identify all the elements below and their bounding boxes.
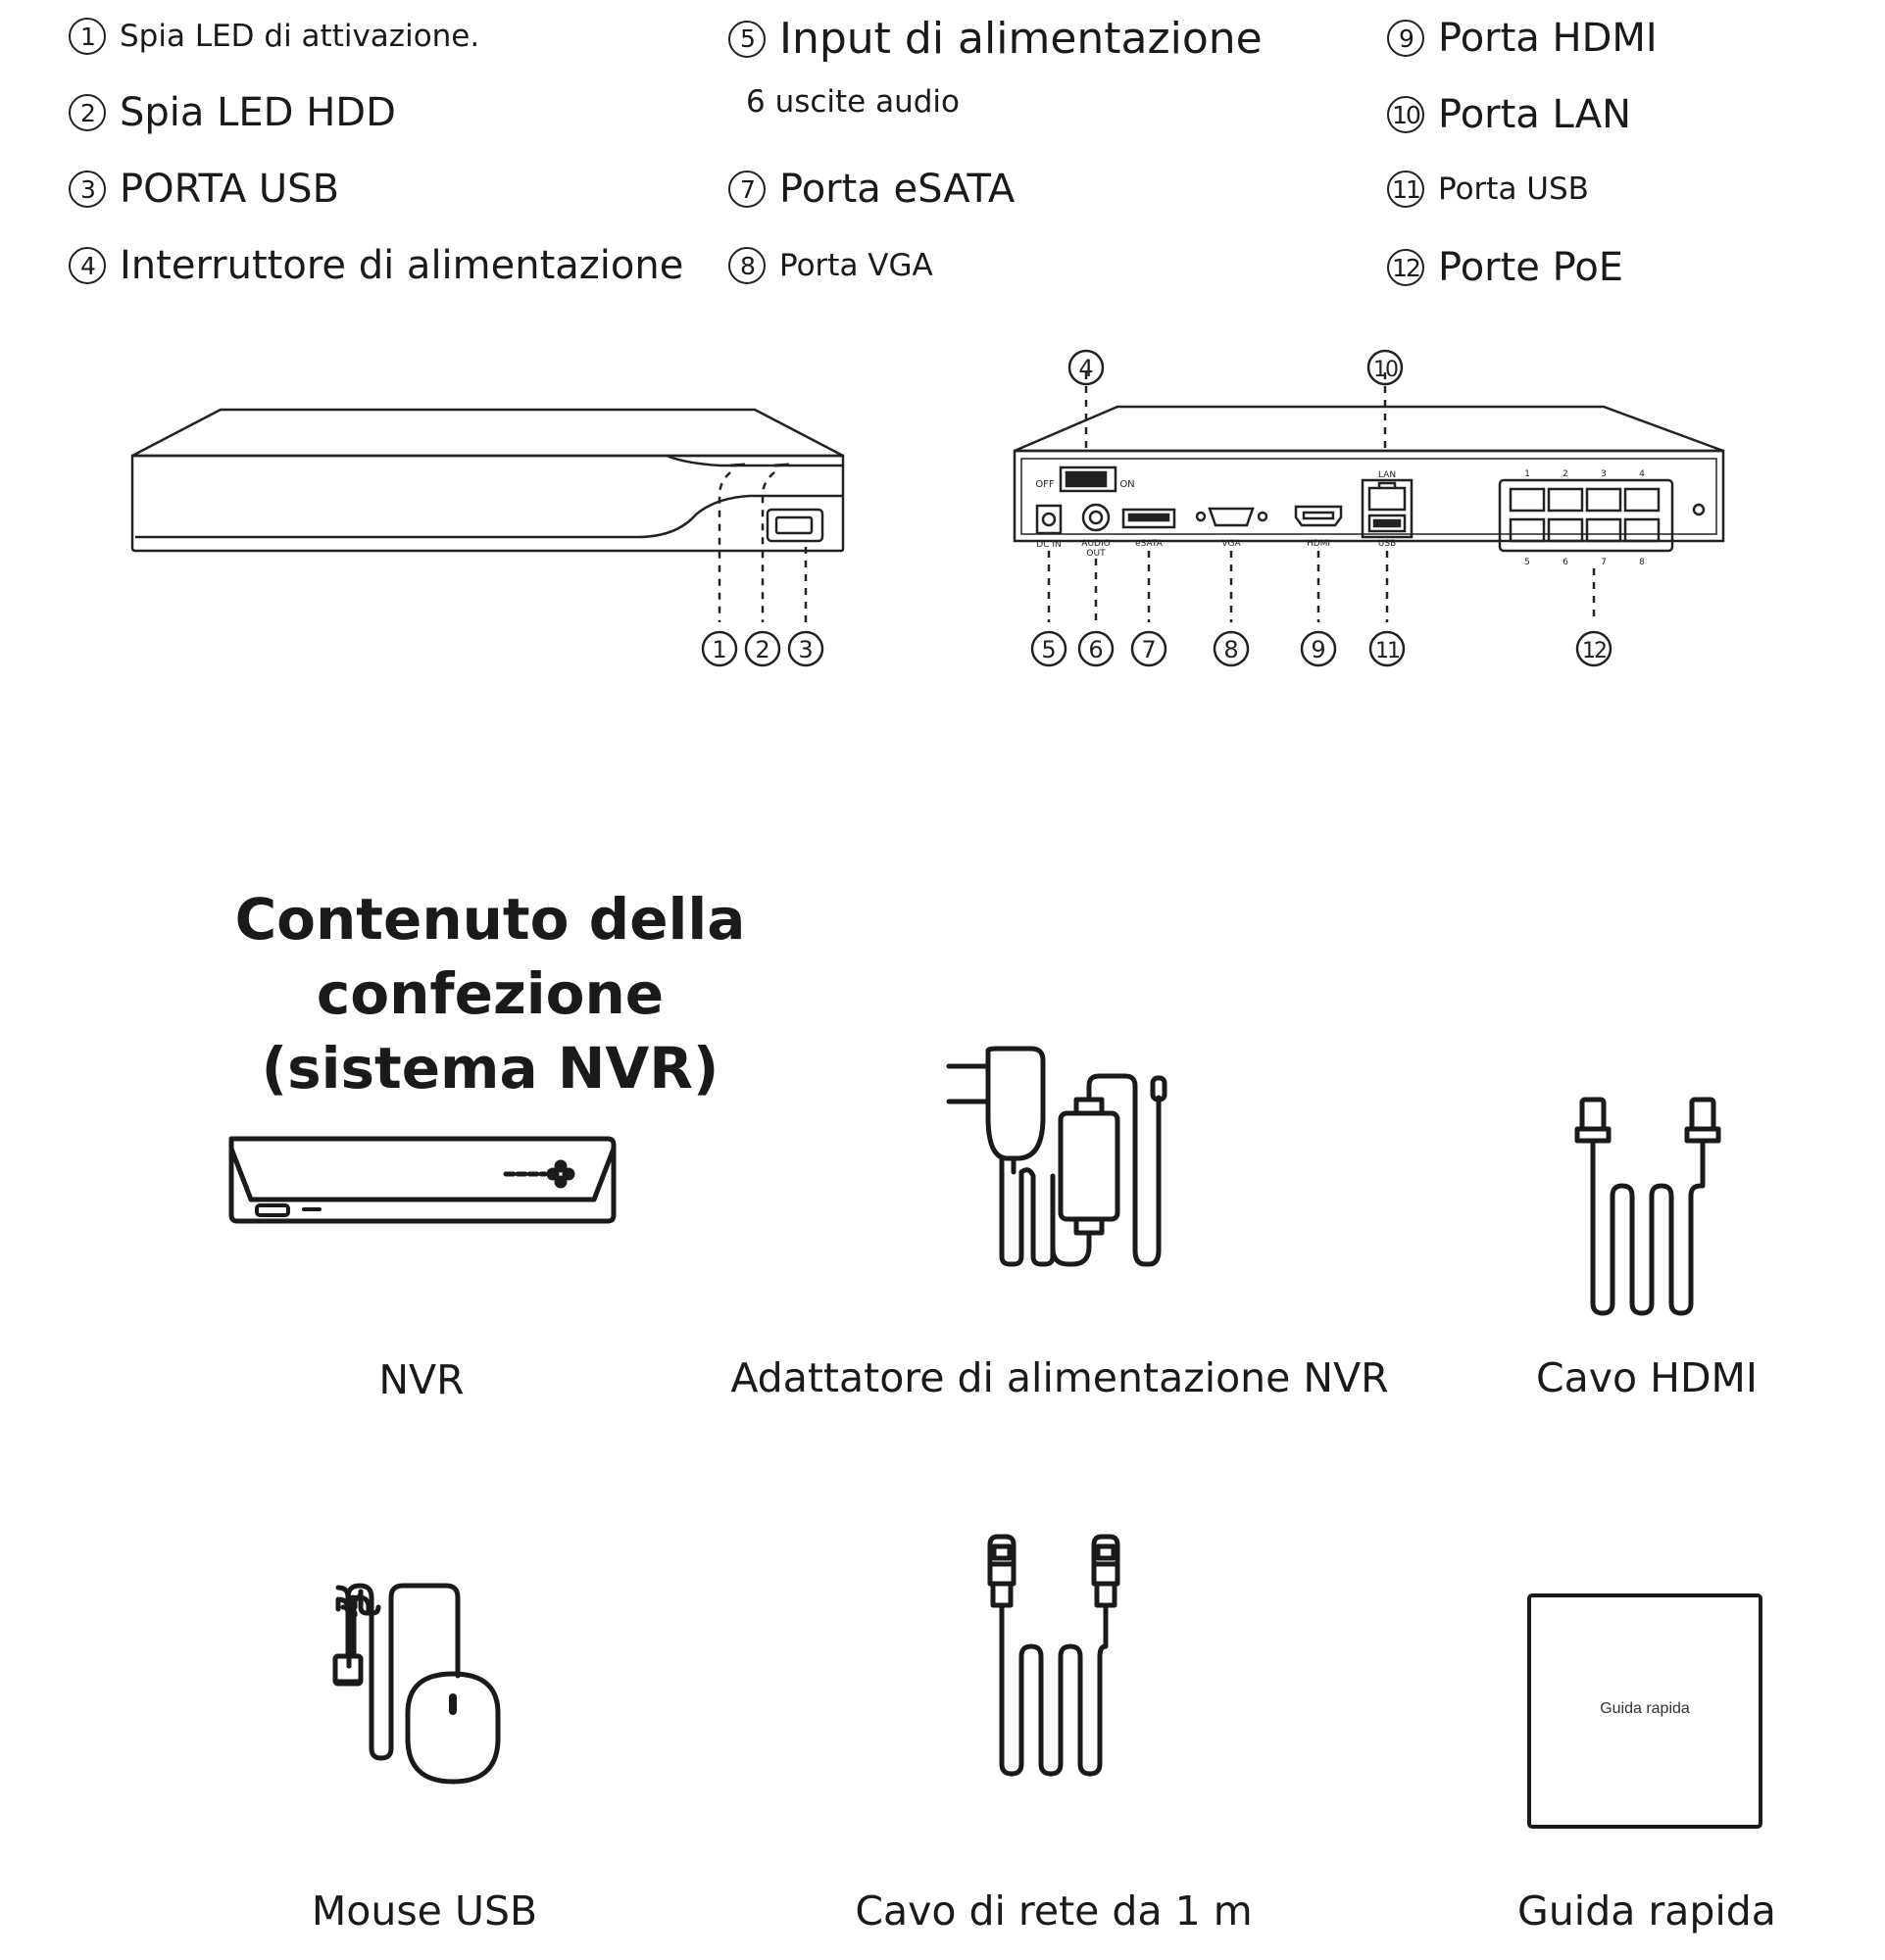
front-top-face	[132, 410, 843, 456]
label-out: OUT	[1086, 549, 1106, 559]
label-vga: VGA	[1221, 539, 1241, 549]
hdmi-cable-icon	[1577, 1100, 1718, 1313]
esata-slot	[1129, 514, 1168, 520]
rear-leader-lines	[1049, 372, 1594, 622]
legend-label: Spia LED HDD	[120, 90, 396, 135]
package-item-usb-mouse: Mouse USB	[311, 1887, 538, 1935]
front-curve	[135, 496, 843, 537]
legend-item-10	[1387, 92, 1631, 137]
mouse-body	[408, 1674, 498, 1782]
poe-number: 3	[1601, 469, 1607, 479]
legend-item-8	[728, 247, 933, 284]
package-item-power-adapter: Adattatore di alimentazione NVR	[730, 1354, 1389, 1401]
poe-ports	[1511, 489, 1659, 541]
legend-label: Porta eSATA	[779, 167, 1016, 212]
vga-port	[1210, 509, 1253, 525]
legend-label: Spia LED di attivazione.	[120, 19, 480, 54]
poe-number: 7	[1601, 558, 1607, 567]
callout-text-7: 7	[1141, 636, 1157, 663]
callout-text-9: 9	[1311, 636, 1326, 663]
callout-number: 11	[1387, 171, 1424, 208]
legend-label: Interruttore di alimentazione	[120, 243, 684, 288]
callout-text-1: 1	[712, 636, 727, 663]
legend-item-2	[69, 90, 396, 135]
nvr-rear-view	[1015, 351, 1723, 665]
callout-number: 12	[1387, 249, 1424, 286]
legend-label: Porta VGA	[779, 248, 933, 283]
front-usb-slot	[776, 517, 812, 533]
package-item-network-cable: Cavo di rete da 1 m	[855, 1887, 1253, 1935]
poe-number: 2	[1563, 469, 1568, 479]
callout-text-10: 10	[1373, 358, 1397, 382]
label-lan: LAN	[1377, 470, 1397, 480]
callout-text-11: 11	[1375, 639, 1399, 663]
callout-number: 10	[1387, 96, 1424, 133]
rear-usb-slot	[1374, 520, 1400, 526]
power-switch-knob	[1067, 472, 1106, 486]
callout-number: 9	[1387, 20, 1424, 57]
callout-number: 4	[69, 247, 106, 284]
callout-text-12: 12	[1582, 639, 1606, 663]
dc-in-pin	[1043, 514, 1055, 525]
nvr-icon	[231, 1139, 614, 1221]
vga-screw-left	[1197, 513, 1205, 520]
legend-item-6: 6 uscite audio	[746, 84, 961, 120]
legend-item-11	[1387, 171, 1589, 208]
callout-text-4: 4	[1078, 355, 1094, 382]
poe-number: 6	[1563, 558, 1568, 567]
package-item-hdmi-cable: Cavo HDMI	[1535, 1354, 1758, 1401]
package-title-line-1: Contenuto della confezione	[234, 886, 746, 1027]
callout-text-3: 3	[798, 636, 814, 663]
legend-item-12	[1387, 245, 1623, 290]
front-top-line	[667, 456, 843, 466]
callout-number: 1	[69, 18, 106, 55]
audio-out-jack	[1090, 512, 1102, 523]
lan-port	[1369, 483, 1405, 510]
package-item-nvr: NVR	[378, 1356, 465, 1403]
callout-number: 7	[728, 171, 766, 208]
rear-callouts	[1032, 351, 1611, 665]
legend-label: Porta LAN	[1438, 92, 1632, 137]
dc-in-port	[1037, 506, 1061, 533]
legend-label: Input di alimentazione	[779, 14, 1263, 64]
legend-item-3	[69, 167, 339, 212]
callout-text-6: 6	[1088, 636, 1104, 663]
callout-text-2: 2	[755, 636, 770, 663]
label-off: OFF	[1035, 479, 1055, 490]
label-on: ON	[1119, 479, 1135, 490]
vga-screw-right	[1259, 513, 1266, 520]
label-usb: USB	[1377, 539, 1397, 549]
nvr-front-view	[132, 410, 843, 665]
network-cable-icon	[990, 1537, 1117, 1774]
poe-number: 8	[1639, 558, 1645, 567]
legend-label: Porta HDMI	[1438, 16, 1658, 61]
power-adapter-icon	[949, 1049, 1165, 1264]
legend-item-5	[728, 14, 1263, 64]
legend-item-9	[1387, 16, 1658, 61]
audio-out-port	[1083, 505, 1109, 530]
legend-item-4	[69, 243, 683, 288]
label-esata: eSATA	[1135, 539, 1163, 549]
package-title-line-2: (sistema NVR)	[261, 1035, 719, 1102]
callout-number: 8	[728, 247, 766, 284]
poe-number: 4	[1639, 469, 1645, 479]
label-audio: AUDIO	[1081, 539, 1111, 549]
package-icons	[0, 1029, 1885, 1911]
rear-top-face	[1015, 407, 1723, 451]
callout-number: 5	[728, 21, 766, 58]
poe-number: 5	[1524, 558, 1530, 567]
hdd-led	[774, 465, 789, 466]
hdmi-slot	[1304, 513, 1333, 518]
legend-label: PORTA USB	[120, 167, 340, 212]
power-led	[730, 465, 745, 466]
legend-item-1	[69, 18, 479, 55]
callout-number: 3	[69, 171, 106, 208]
callout-text-8: 8	[1223, 636, 1239, 663]
poe-number: 1	[1524, 469, 1530, 479]
callout-text-5: 5	[1041, 636, 1057, 663]
label-hdmi: HDMI	[1306, 539, 1331, 549]
quick-guide-icon	[1529, 1595, 1761, 1827]
device-diagram	[0, 323, 1885, 696]
label-dc-in: DC IN	[1036, 540, 1062, 550]
ground-screw	[1694, 505, 1704, 514]
quick-guide-cover-text: Guida rapida	[1600, 1700, 1690, 1717]
front-callouts	[703, 632, 822, 665]
legend-label: Porta USB	[1438, 172, 1589, 207]
package-item-quick-guide: Guida rapida	[1517, 1887, 1776, 1935]
callout-number: 2	[69, 94, 106, 131]
legend-label: Porte PoE	[1438, 245, 1624, 290]
legend-item-7	[728, 167, 1015, 212]
